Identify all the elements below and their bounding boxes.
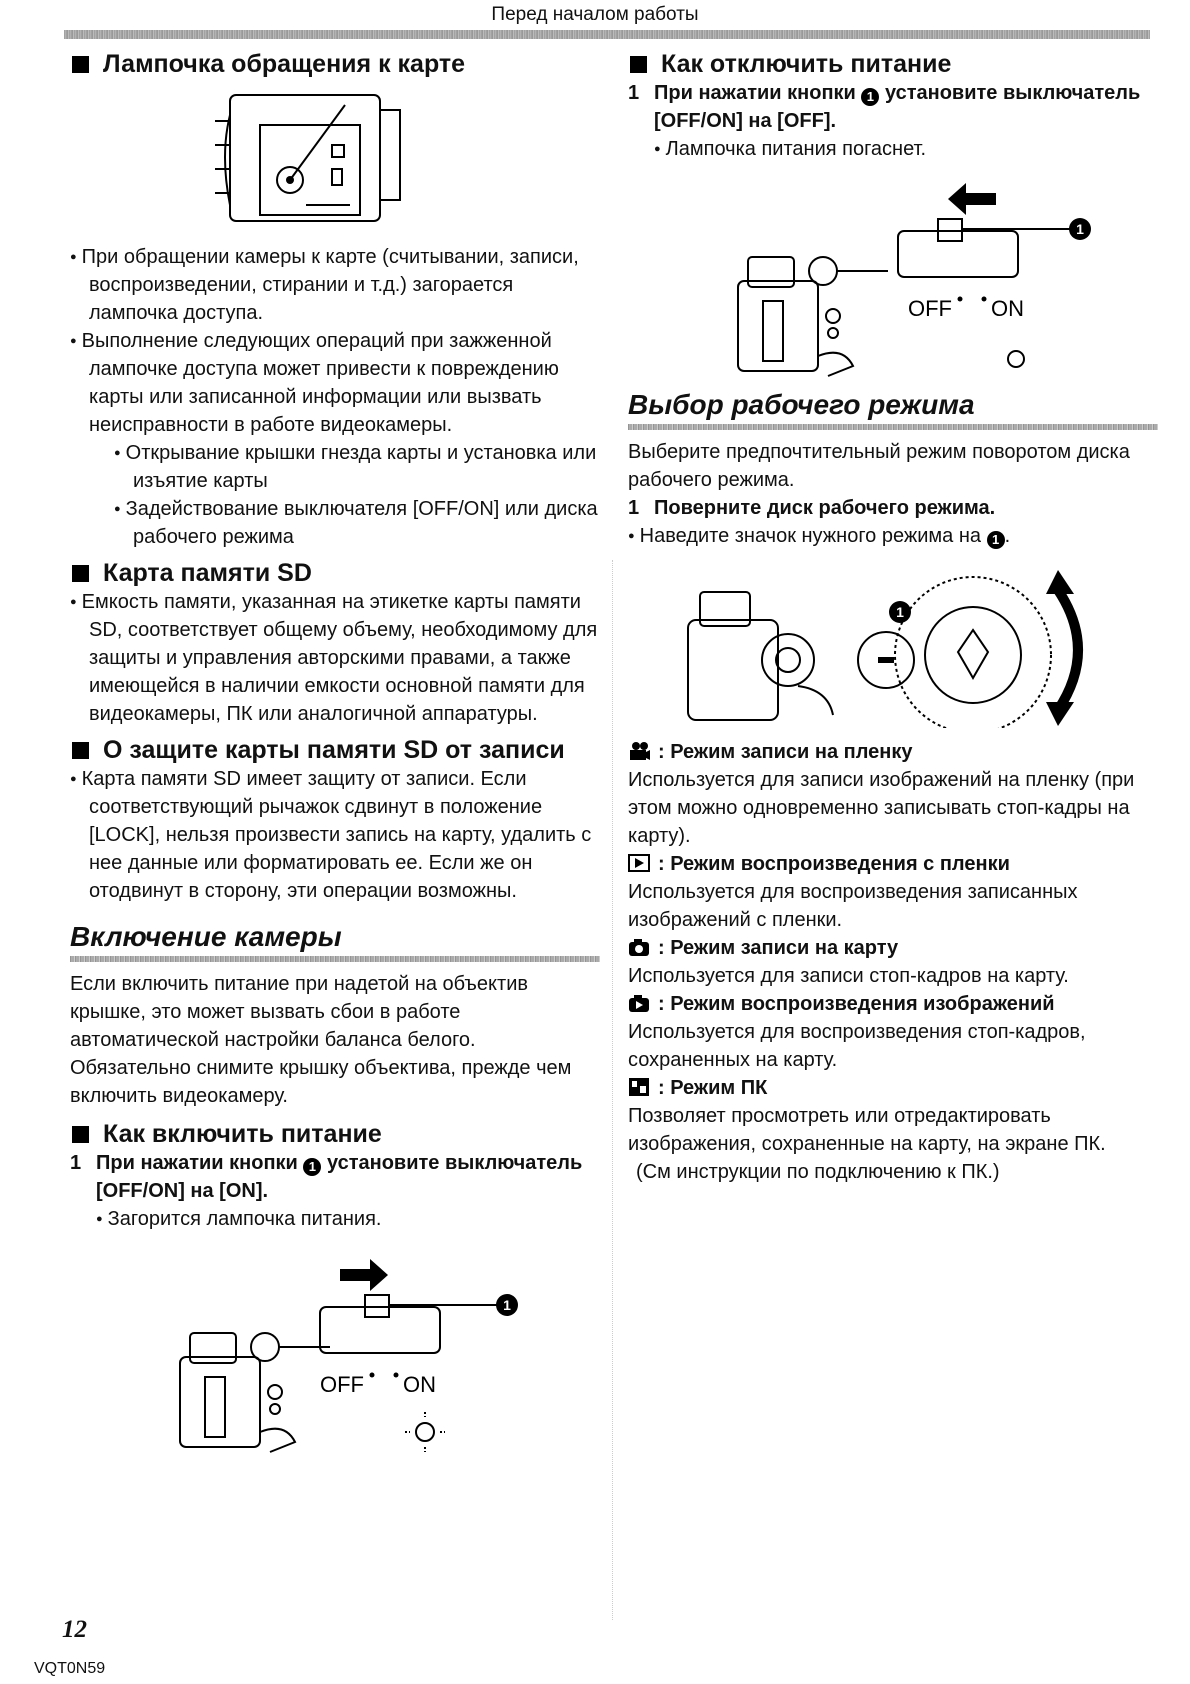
mode-list (628, 738, 1158, 1186)
off-label: OFF (320, 1372, 364, 1397)
marker-1-icon: 1 (303, 1158, 321, 1176)
mode-select-bullet: ● Наведите значок нужного режима на 1 . (628, 522, 1158, 550)
square-bullet-icon (630, 56, 647, 73)
picture-playback-mode-icon (628, 993, 650, 1013)
protection-bullet: ● Карта памяти SD имеет защиту от записи. Если соответствующий рычажок сдвинут в положение [LOCK], нельзя произвести запись на карту, удалить с нее данные или форматировать ее. Если же он отодвинут в сторону, эти операции возможны. (70, 765, 600, 905)
mode-select-intro: Выберите предпочтительный режим поворотом диска рабочего режима. (628, 441, 1130, 491)
access-lamp-subbullet-2: ● Задействование выключателя [OFF/ON] или диска рабочего режима (70, 495, 600, 551)
power-on-figure (70, 1247, 600, 1457)
pc-mode-icon (628, 1077, 650, 1097)
on-label: ON (403, 1372, 436, 1397)
power-on-section-title: Включение камеры (70, 921, 342, 952)
marker-1-label: 1 (503, 1297, 511, 1313)
access-lamp-bullet-1: ● При обращении камеры к карте (считывании, записи, воспроизведении, стирании и т.д.) загорается лампочка доступа. (70, 243, 600, 327)
power-off-bullet: ● Лампочка питания погаснет. (654, 135, 1158, 163)
square-bullet-icon (72, 565, 89, 582)
mode-tape-playback-label: : Режим воспроизведения с пленки (628, 850, 1158, 878)
mode-pc-note: (См инструкции по подключению к ПК.) (636, 1161, 1000, 1183)
power-on-section-text: Если включить питание при надетой на объектив крышке, это может вызвать сбои в работе автоматической настройки баланса белого. Обязательно снимите крышку объектива, прежде чем включить видеокамеру. (70, 973, 572, 1107)
on-label: ON (991, 296, 1024, 321)
access-lamp-bullet-2: ● Выполнение следующих операций при зажженной лампочке доступа может привести к повреждению карты или записанной информации или вызвать неисправности в работе видеокамеры. (70, 327, 600, 439)
off-label: OFF (908, 296, 952, 321)
left-column (70, 50, 600, 1457)
document-code: VQT0N59 (34, 1660, 106, 1677)
power-off-heading: Как отключить питание (628, 50, 1158, 79)
marker-1-icon: 1 (987, 531, 1005, 549)
header-rule (64, 30, 1150, 39)
mode-pc-label: : Режим ПК (628, 1074, 1158, 1102)
access-lamp-subbullet-1: ● Открывание крышки гнезда карты и установка или изъятие карты (70, 439, 600, 495)
sd-card-bullet: ● Емкость памяти, указанная на этикетке карты памяти SD, соответствует общему объему, необходимому для защиты и управления авторскими правами, а также имеющейся в наличии емкости основной памяти для видеокамеры, ПК или аналогичной аппаратуры. (70, 588, 600, 728)
camera-card-slot-figure (70, 85, 600, 233)
mode-tape-playback-desc: Используется для воспроизведения записанных изображений с пленки. (628, 881, 1078, 931)
mode-tape-record-desc: Используется для записи изображений на пленку (при этом можно одновременно записывать стоп-кадры на карту). (628, 769, 1135, 847)
page-header: Перед началом работы (491, 4, 699, 25)
page-number: 12 (62, 1616, 87, 1643)
protection-heading: О защите карты памяти SD от записи (70, 736, 600, 765)
marker-1-label: 1 (1076, 221, 1084, 237)
sd-card-heading: Карта памяти SD (70, 559, 600, 588)
section-rule (628, 424, 1158, 430)
right-column (628, 50, 1158, 1186)
section-rule (70, 956, 600, 962)
marker-1-icon: 1 (861, 88, 879, 106)
square-bullet-icon (72, 742, 89, 759)
mode-select-step: 1 Поверните диск рабочего режима. (628, 497, 996, 519)
card-record-mode-icon (628, 937, 650, 957)
marker-1-label: 1 (896, 604, 904, 620)
tape-playback-mode-icon (628, 853, 650, 873)
mode-card-record-desc: Используется для записи стоп-кадров на карту. (628, 965, 1069, 987)
mode-picture-playback-label: : Режим воспроизведения изображений (628, 990, 1158, 1018)
mode-card-record-label: : Режим записи на карту (628, 934, 1158, 962)
mode-picture-playback-desc: Используется для воспроизведения стоп-кадров, сохраненных на карту. (628, 1021, 1086, 1071)
access-lamp-heading: Лампочка обращения к карте (70, 50, 600, 79)
tape-record-mode-icon (628, 741, 650, 761)
mode-dial-figure (628, 560, 1158, 728)
power-on-heading: Как включить питание (70, 1120, 600, 1149)
square-bullet-icon (72, 56, 89, 73)
mode-pc-desc: Позволяет просмотреть или отредактировать изображения, сохраненные на карту, на экране ПК. (628, 1105, 1106, 1155)
power-on-step: 1 При нажатии кнопки 1 установите выключатель [OFF/ON] на [ON]. (70, 1152, 583, 1202)
square-bullet-icon (72, 1126, 89, 1143)
power-on-bullet: ● Загорится лампочка питания. (96, 1205, 600, 1233)
mode-tape-record-label: : Режим записи на пленку (628, 738, 1158, 766)
power-off-step: 1 При нажатии кнопки 1 установите выключатель [OFF/ON] на [OFF]. (628, 82, 1141, 132)
power-off-figure (628, 171, 1158, 381)
column-divider (612, 560, 613, 1620)
mode-select-title: Выбор рабочего режима (628, 389, 975, 420)
